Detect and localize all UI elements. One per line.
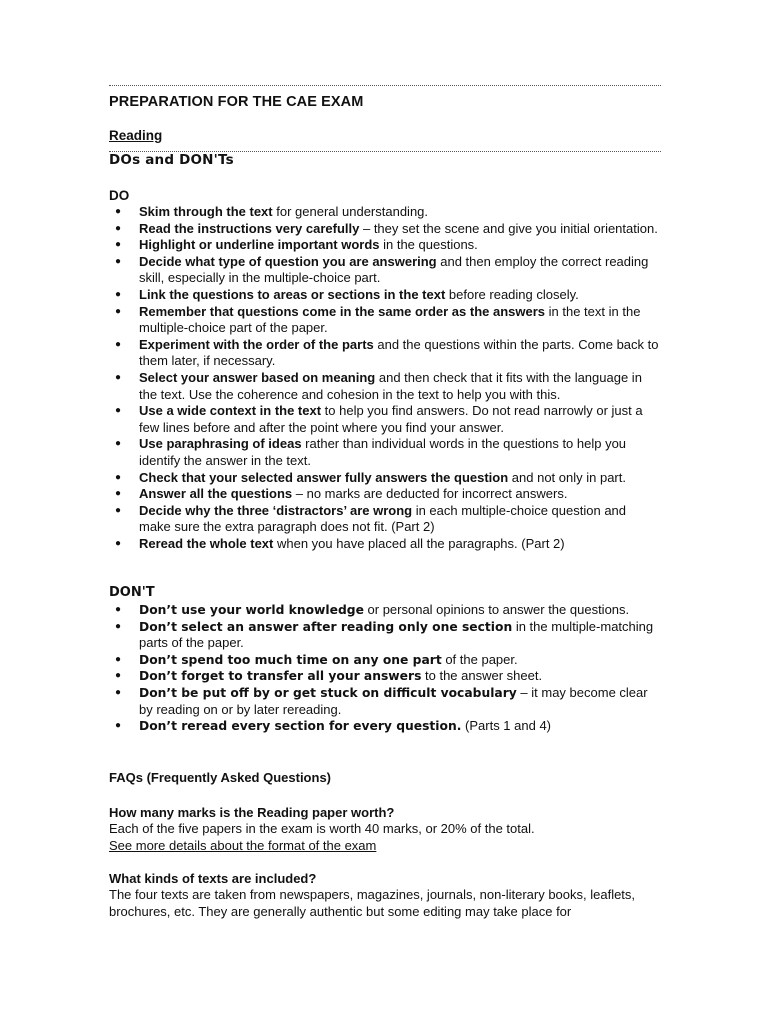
section-label: Reading [109,128,163,143]
list-item [109,685,661,718]
list-item-emphasis: Decide what type of question you are answering [139,253,437,269]
bullet-icon: ● [115,471,122,483]
faq-question: What kinds of texts are included? [109,871,317,886]
list-item [109,221,661,238]
list-item-emphasis: Read the instructions very carefully [139,220,360,236]
list-item-text: in the text in the multiple-choice part of the paper. [139,303,641,336]
list-item [109,370,661,403]
list-item-text: and then check that it fits with the language in the text. Use the coherence and cohesion in the text to help you with this. [139,369,642,402]
bullet-icon: ● [115,604,122,615]
list-item [109,718,661,735]
page-title: PREPARATION FOR THE CAE EXAM [109,94,364,110]
list-item-emphasis: Skim through the text [139,204,273,219]
bullet-icon: ● [115,720,122,732]
list-item [109,602,661,619]
list-item [109,652,661,669]
list-item-emphasis: Answer all the questions [139,486,293,502]
list-item-emphasis: Don’t forget to transfer all your answers [139,669,422,684]
faq-question: How many marks is the Reading paper worth? [109,805,395,820]
list-item-text: – they set the scene and give you initial orientation. [359,220,658,236]
bullet-icon: ● [115,371,122,383]
bullet-icon: ● [115,239,122,251]
faq-heading: FAQs (Frequently Asked Questions) [109,770,332,785]
list-item-text: and then employ the correct reading skill, especially in the multiple-choice part. [139,253,649,286]
list-item [109,486,661,503]
bullet-icon: ● [115,405,122,417]
list-item [109,436,661,469]
bullet-icon: ● [115,438,122,450]
dont-heading: DON'T [109,585,155,600]
list-item-text: in each multiple-choice question and make sure the extra paragraph does not fit. (Part 2) [139,502,627,535]
list-item-emphasis: Use paraphrasing of ideas [139,436,302,452]
list-item-emphasis: Highlight or underline important words [139,237,380,253]
do-list [109,204,661,552]
dos-donts-subheading: DOs and DON'Ts [109,152,234,168]
bullet-icon: ● [115,255,122,267]
list-item-emphasis: Link the questions to areas or sections in the text [139,286,446,302]
list-item [109,237,661,254]
list-item [109,254,661,287]
list-item-emphasis: Use a wide context in the text [139,403,322,419]
list-item [109,304,661,337]
list-item-emphasis: Don’t be put off by or get stuck on difficult vocabulary [139,685,517,700]
list-item-emphasis: Experiment with the order of the parts [139,336,374,352]
list-item-emphasis: Don’t reread every section for every question. [139,719,462,734]
list-item-text: to help you find answers. Do not read narrowly or just a few lines before and after the point where you find your answer. [139,403,643,435]
list-item-text: – it may become clear by reading on or by later rereading. [139,684,648,717]
list-item-emphasis: Remember that questions come in the same order as the answers [139,303,546,319]
list-item-text: or personal opinions to answer the questions. [363,602,630,617]
bullet-icon: ● [115,222,122,234]
list-item [109,536,661,553]
list-item-text: for general understanding. [272,204,429,219]
list-item-text: when you have placed all the paragraphs. (Part 2) [273,535,565,551]
list-item-emphasis: Reread the whole text [139,535,274,551]
list-item-text: before reading closely. [445,286,579,302]
faq-answer: The four texts are taken from newspapers, magazines, journals, non-literary books, leaflets, brochures, etc. They are generally authentic but some editing may take place for [109,887,636,919]
dont-list [109,602,661,735]
top-divider [109,85,661,86]
list-item [109,337,661,370]
bullet-icon: ● [115,338,122,350]
list-item-text: rather than individual words in the questions to help you identify the answer in the text. [139,436,627,468]
list-item [109,668,661,685]
list-item-text: (Parts 1 and 4) [461,718,552,734]
bullet-icon: ● [115,670,122,682]
list-item-text: in the questions. [379,237,478,253]
bullet-icon: ● [115,305,122,317]
exam-format-details-link[interactable]: See more details about the format of the exam [109,838,377,853]
bullet-icon: ● [115,686,122,698]
list-item [109,619,661,652]
list-item-emphasis: Select your answer based on meaning [139,369,376,385]
list-item-text: in the multiple-matching parts of the paper. [139,618,654,651]
list-item-text: – no marks are deducted for incorrect answers. [292,486,568,502]
list-item-emphasis: Don’t select an answer after reading only one section [139,619,513,634]
list-item-emphasis: Don’t spend too much time on any one part [139,652,442,667]
list-item [109,204,661,221]
list-item-emphasis: Check that your selected answer fully answers the question [139,469,509,485]
bullet-icon: ● [115,504,122,516]
list-item [109,287,661,304]
bullet-icon: ● [115,653,122,665]
list-item-emphasis: Don’t use your world knowledge [139,603,364,617]
list-item [109,470,661,487]
list-item [109,403,661,436]
faq-answer: Each of the five papers in the exam is worth 40 marks, or 20% of the total. [109,821,535,836]
bullet-icon: ● [115,620,122,632]
list-item-emphasis: Decide why the three ‘distractors’ are wrong [139,502,413,518]
list-item-text: to the answer sheet. [421,668,543,684]
list-item-text: and not only in part. [508,469,626,485]
list-item-text: of the paper. [441,651,518,667]
bullet-icon: ● [115,288,122,300]
bullet-icon: ● [115,488,122,500]
list-item [109,503,661,536]
bullet-icon: ● [115,537,122,549]
do-heading: DO [109,188,130,203]
list-item-text: and the questions within the parts. Come back to them later, if necessary. [139,336,659,369]
bullet-icon: ● [115,206,122,217]
